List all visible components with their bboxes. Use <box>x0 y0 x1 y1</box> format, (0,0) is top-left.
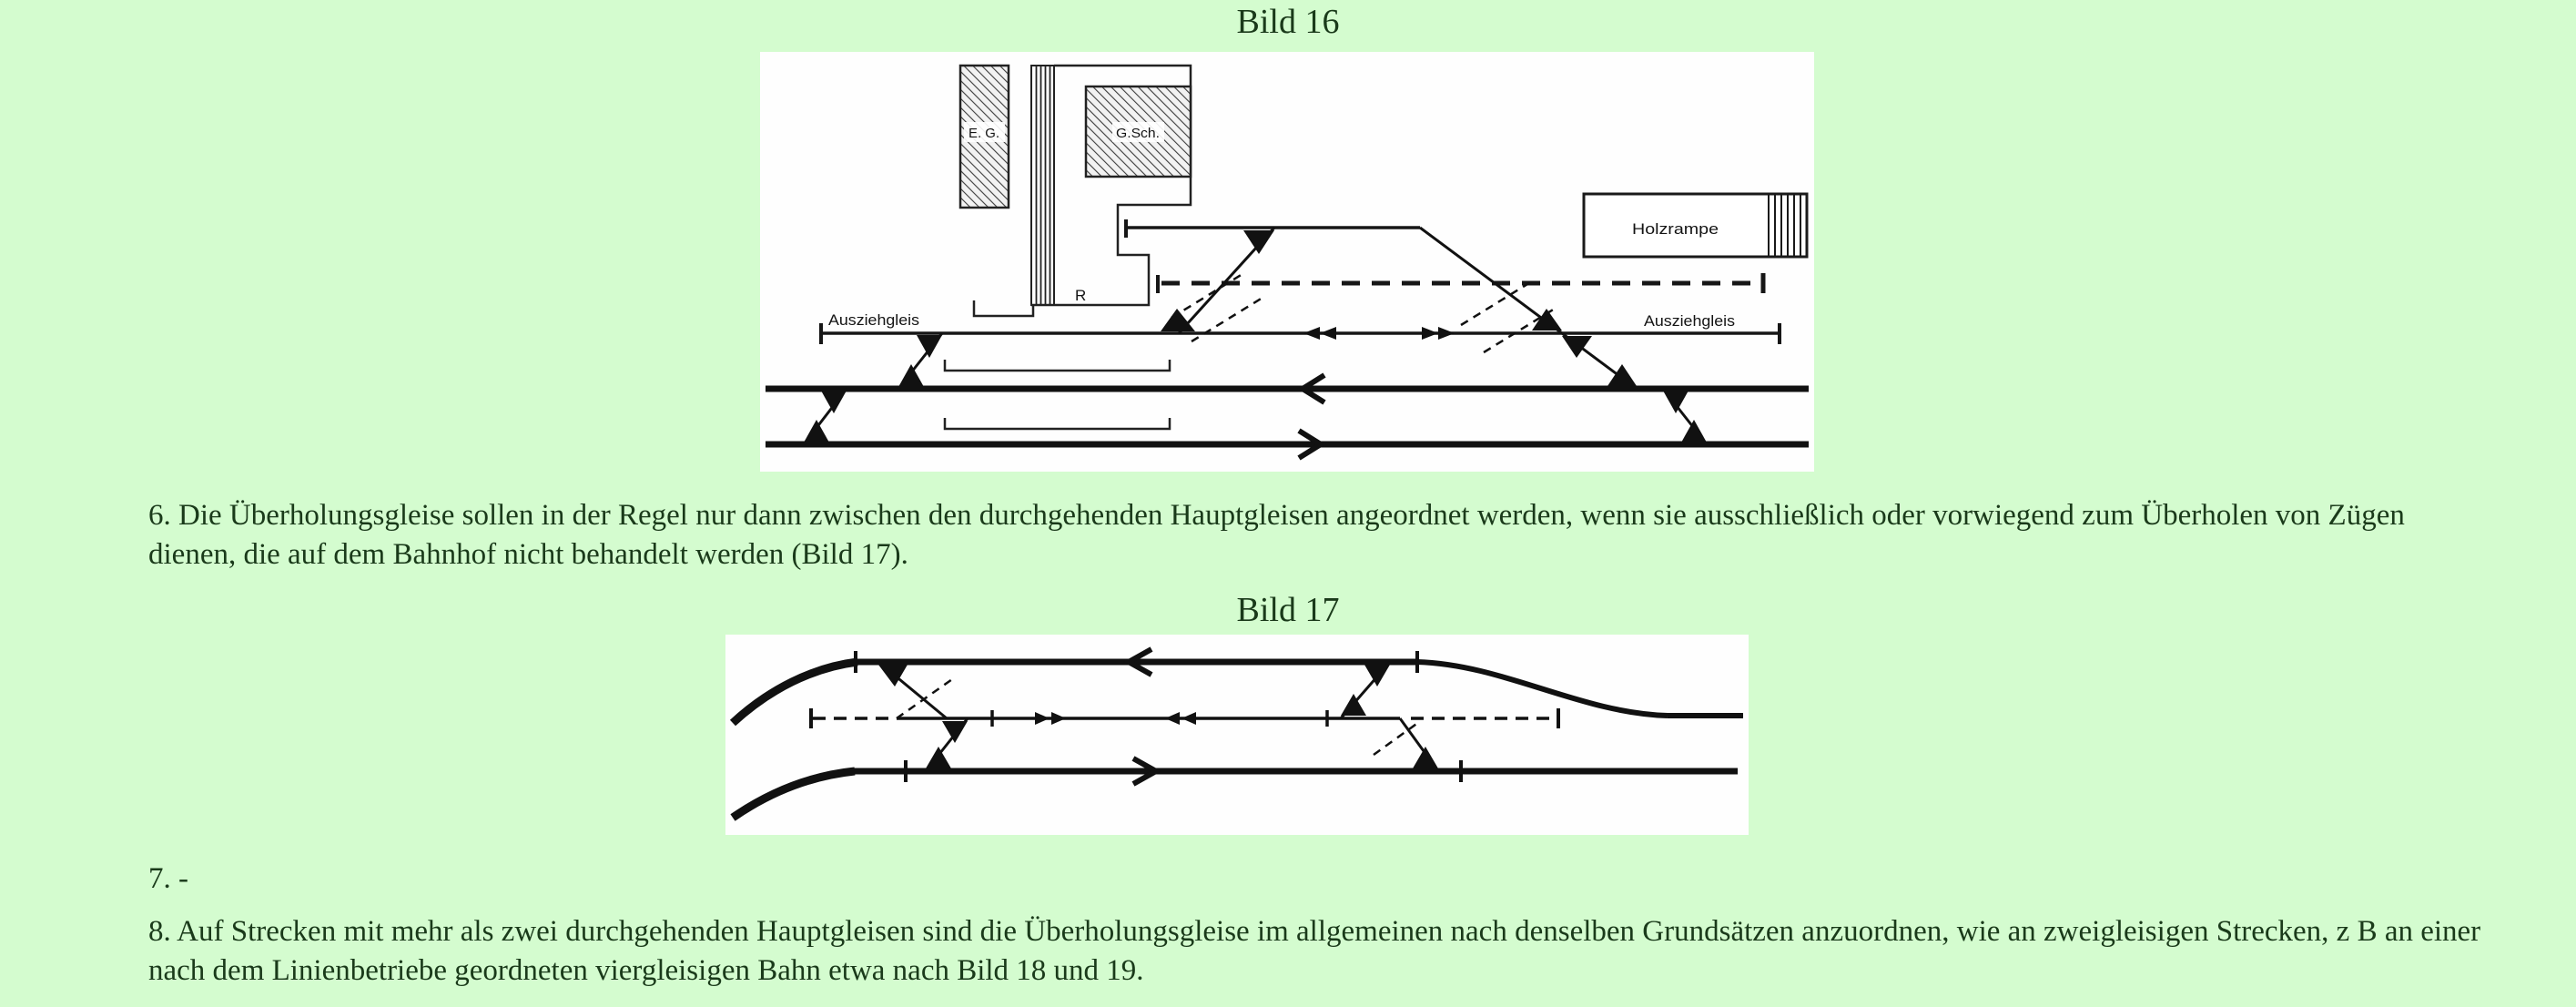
paragraph-8-line-2: nach dem Linienbetriebe geordneten viergleisigen Bahn etwa nach Bild 18 und 19. <box>148 954 1144 987</box>
dashed-siding-track <box>1158 273 1763 293</box>
paragraph-7 <box>148 860 2551 899</box>
turnout-right-main <box>1663 389 1707 444</box>
double-arrow-right-icon <box>1422 327 1455 340</box>
paragraph-8-line-1: 8. Auf Strecken mit mehr als zwei durchgehenden Hauptgleisen sind die Überholungsgleise im allgemeinen nach denselben Grundsätzen anzuordnen, wie an zweigleisigen Strecken, z B an einer <box>148 915 2481 948</box>
figure17-svg <box>725 635 1749 835</box>
station-building <box>960 66 1009 208</box>
ramp-label: R <box>1075 287 1087 304</box>
main-track-upper <box>733 651 1743 723</box>
turnout-left-1 <box>898 333 942 389</box>
station-building-label: E. G. <box>969 126 999 141</box>
paragraph-8 <box>148 912 2551 991</box>
pullout-track-right-label: Ausziehgleis <box>1644 312 1735 330</box>
figure16-track-diagram <box>760 52 1814 472</box>
platform <box>1031 66 1054 305</box>
figure16-svg <box>760 52 1814 472</box>
figure17-title: Bild 17 <box>1236 591 1340 629</box>
turnout-left-2 <box>804 389 847 444</box>
figure17-track-diagram <box>725 635 1749 835</box>
pullout-track-left-label: Ausziehgleis <box>828 311 919 329</box>
turnout-upper-right <box>1341 662 1390 718</box>
paragraph-6-line-2: dienen, die auf dem Bahnhof nicht behandelt werden (Bild 17). <box>148 538 908 571</box>
goods-shed <box>1086 86 1191 177</box>
main-track-lower <box>733 760 1738 818</box>
pullout-track <box>821 323 1780 344</box>
goods-shed-label: G.Sch. <box>1116 126 1160 141</box>
double-arrow-left-icon <box>1303 327 1336 340</box>
turnout-lower-left <box>926 718 968 771</box>
paragraph-6-line-1: 6. Die Überholungsgleise sollen in der Regel nur dann zwischen den durchgehenden Hauptgleisen angeordnet werden, wenn sie ausschließlich oder vorwiegend zum Überholen von Zügen <box>148 499 2405 532</box>
paragraph-7-line-1: 7. - <box>148 862 188 895</box>
platform-edge-bracket-lower <box>945 418 1170 429</box>
wood-ramp-label: Holzrampe <box>1632 220 1719 238</box>
turnout-lower-right <box>1374 718 1438 771</box>
platform-edge-bracket-upper <box>945 360 1170 371</box>
paragraph-6 <box>148 496 2551 575</box>
wood-ramp <box>1584 194 1807 257</box>
figure16-title: Bild 16 <box>1236 3 1340 41</box>
crossover-left-diagonal <box>1161 228 1274 333</box>
